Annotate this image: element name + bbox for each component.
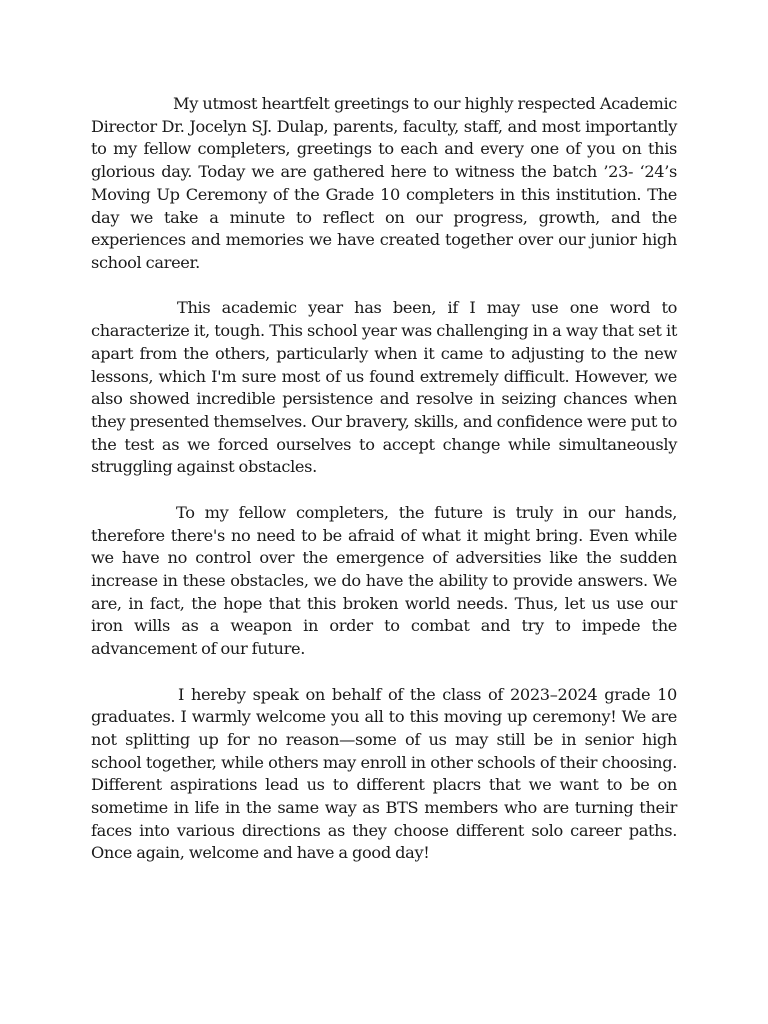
paragraph-closing: I hereby speak on behalf of the class of 2023–2024 grade 10 graduates. I warmly welcome you all to this moving up ceremony! We are not splitting up for no reason—some of us may still be in senior high school together, while others may enroll in other schools of their choosing. Different aspirations lead us to different placrs that we want to be on sometime in life in the same way as BTS members who are turning their faces into various directions as they choose different solo career paths. Once again, welcome and have a good day! bbox=[91, 684, 677, 863]
paragraph-future: To my fellow completers, the future is truly in our hands, therefore there's no need to be afraid of what it might bring. Even while we have no control over the emergence of adversities like the sudden increase in these obstacles, we do have the ability to provide answers. We are, in fact, the hope that this broken world needs. Thus, let us use our iron wills as a weapon in order to combat and try to impede the advancement of our future. bbox=[91, 502, 677, 659]
document-page bbox=[91, 93, 677, 888]
paragraph-greeting: My utmost heartfelt greetings to our highly respected Academic Director Dr. Jocelyn SJ. Dulap, parents, faculty, staff, and most importantly to my fellow completers, greetings to each and every one of you on this glorious day. Today we are gathered here to witness the batch ’23- ‘24’s Moving Up Ceremony of the Grade 10 completers in this institution. The day we take a minute to reflect on our progress, growth, and the experiences and memories we have created together over our junior high school career. bbox=[91, 94, 677, 272]
paragraph-academic-year: This academic year has been, if I may use one word to characterize it, tough. This school year was challenging in a way that set it apart from the others, particularly when it came to adjusting to the new lessons, which I'm sure most of us found extremely difficult. However, we also showed incredible persistence and resolve in seizing chances when they presented themselves. Our bravery, skills, and confidence were put to the test as we forced ourselves to accept change while simultaneously struggling against obstacles. bbox=[91, 298, 677, 477]
